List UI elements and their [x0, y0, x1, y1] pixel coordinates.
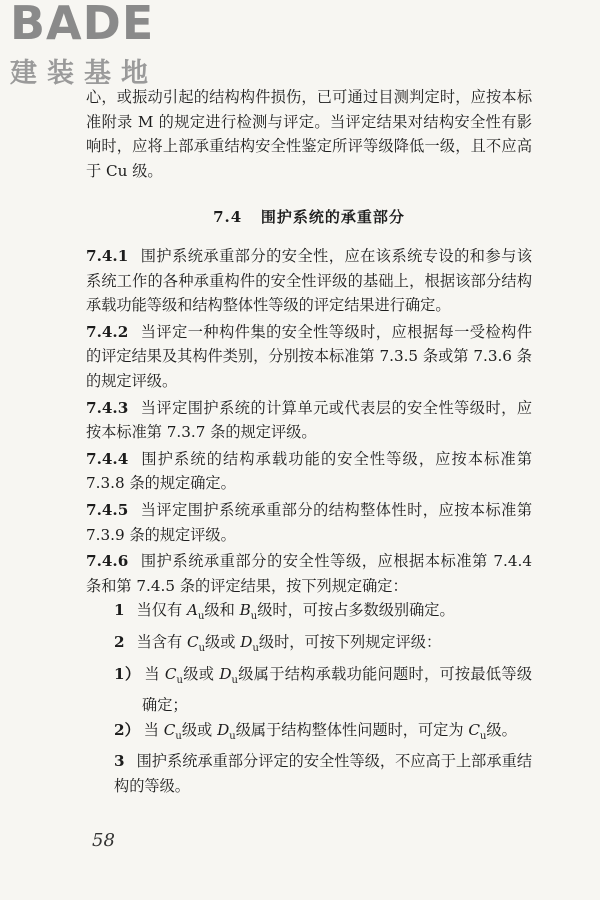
- item-text: 级或: [181, 720, 218, 739]
- clause-7-4-4: [86, 447, 532, 496]
- clause-7-4-5: [86, 498, 532, 547]
- logo-subtitle: 建装基地: [10, 58, 158, 89]
- continuation-paragraph: 心，或振动引起的结构构件损伤，已可通过目测判定时，应按本标准附录 M 的规定进行检测与评定。当评定结果对结构安全性有影响时，应将上部承重结构安全性鉴定所评等级降低一级，且不应高于 Cu 级。: [86, 88, 532, 180]
- list-item-3: [86, 749, 532, 798]
- document-body: [86, 85, 532, 799]
- item-text: 围护系统承重部分评定的安全性等级，不应高于上部承重结构的等级。: [114, 752, 532, 795]
- item-text: 级时，可按占多数级别确定。: [257, 601, 455, 620]
- bade-logo: [4, 2, 184, 96]
- grade-symbol: C: [163, 720, 176, 739]
- clause-number: 7.4.5: [86, 500, 129, 519]
- grade-subscript: u: [198, 642, 206, 654]
- item-number: 3: [114, 752, 125, 771]
- clause-number: 7.4.2: [86, 322, 129, 341]
- grade-symbol: A: [186, 601, 198, 620]
- sub-item-number: 1）: [114, 664, 141, 683]
- clause-number: 7.4.4: [86, 449, 129, 468]
- clause-text: 当评定一种构件集的安全性等级时，应根据每一受检构件的评定结果及其构件类别，分别按本标准第 7.3.5 条或第 7.3.6 条的规定评级。: [86, 322, 532, 390]
- sub-item-1: [100, 662, 532, 718]
- grade-symbol: D: [240, 632, 253, 651]
- sub-item-number: 2）: [114, 720, 140, 739]
- grade-symbol: D: [219, 664, 232, 683]
- grade-subscript: u: [250, 611, 258, 623]
- grade-symbol: C: [164, 664, 177, 683]
- grade-subscript: u: [176, 674, 183, 686]
- grade-subscript: u: [197, 611, 205, 623]
- grade-symbol: C: [186, 632, 199, 651]
- item-text: 当含有: [136, 632, 187, 651]
- clause-text: 当评定围护系统承重部分的结构整体性时，应按本标准第 7.3.9 条的规定评级。: [86, 500, 532, 544]
- item-text: 级属于结构承载功能问题时，可按最低等级确定；: [142, 664, 533, 715]
- clause-text: 围护系统承重部分的安全性，应在该系统专设的和参与该系统工作的各种承重构件的安全性评级的基础上，根据该部分结构承载功能等级和结构整体性等级的评定结果进行确定。: [86, 246, 532, 315]
- item-text: 级时，可按下列规定评级：: [258, 632, 442, 651]
- clause-text: 当评定围护系统的计算单元或代表层的安全性等级时，应按本标准第 7.3.7 条的规定评级。: [86, 398, 532, 442]
- clause-7-4-1: [86, 244, 532, 318]
- clause-number: 7.4.3: [86, 398, 129, 417]
- item-text: 当仅有: [136, 601, 187, 620]
- item-number: 2: [114, 632, 125, 651]
- grade-subscript: u: [231, 674, 238, 686]
- item-text: 级或: [183, 664, 220, 683]
- clause-number: 7.4.1: [86, 246, 129, 265]
- clause-7-4-6: [86, 549, 532, 598]
- item-text: 级和: [204, 601, 240, 620]
- grade-symbol: B: [239, 601, 251, 620]
- clause-text: 围护系统承重部分的安全性等级，应根据本标准第 7.4.4 条和第 7.4.5 条的评定结果，按下列规定确定：: [86, 552, 532, 595]
- clause-7-4-2: [86, 320, 532, 394]
- item-text: 级属于结构整体性问题时，可定为: [235, 720, 469, 739]
- grade-subscript: u: [252, 642, 259, 654]
- grade-subscript: u: [479, 730, 487, 742]
- sub-item-2: [100, 718, 532, 750]
- clause-text: 围护系统的结构承载功能的安全性等级，应按本标准第 7.3.8 条的规定确定。: [86, 449, 532, 493]
- section-number: 7.4: [213, 208, 243, 227]
- grade-symbol: D: [217, 720, 230, 739]
- clause-number: 7.4.6: [86, 552, 129, 571]
- list-item-2: [86, 630, 532, 662]
- item-text: 级。: [486, 720, 517, 739]
- section-title-text: 围护系统的承重部分: [260, 208, 405, 227]
- grade-subscript: u: [229, 730, 236, 742]
- item-text: 当: [143, 720, 164, 739]
- grade-subscript: u: [175, 730, 182, 742]
- logo-wordmark: BADE: [10, 0, 155, 50]
- clause-7-4-3: [86, 396, 532, 445]
- item-text: 级或: [205, 632, 241, 651]
- item-text: 当: [144, 664, 165, 683]
- list-item-1: [86, 598, 532, 630]
- grade-symbol: C: [468, 720, 480, 739]
- section-title: [86, 205, 532, 230]
- item-number: 1: [114, 601, 125, 620]
- page-number: 58: [92, 830, 115, 851]
